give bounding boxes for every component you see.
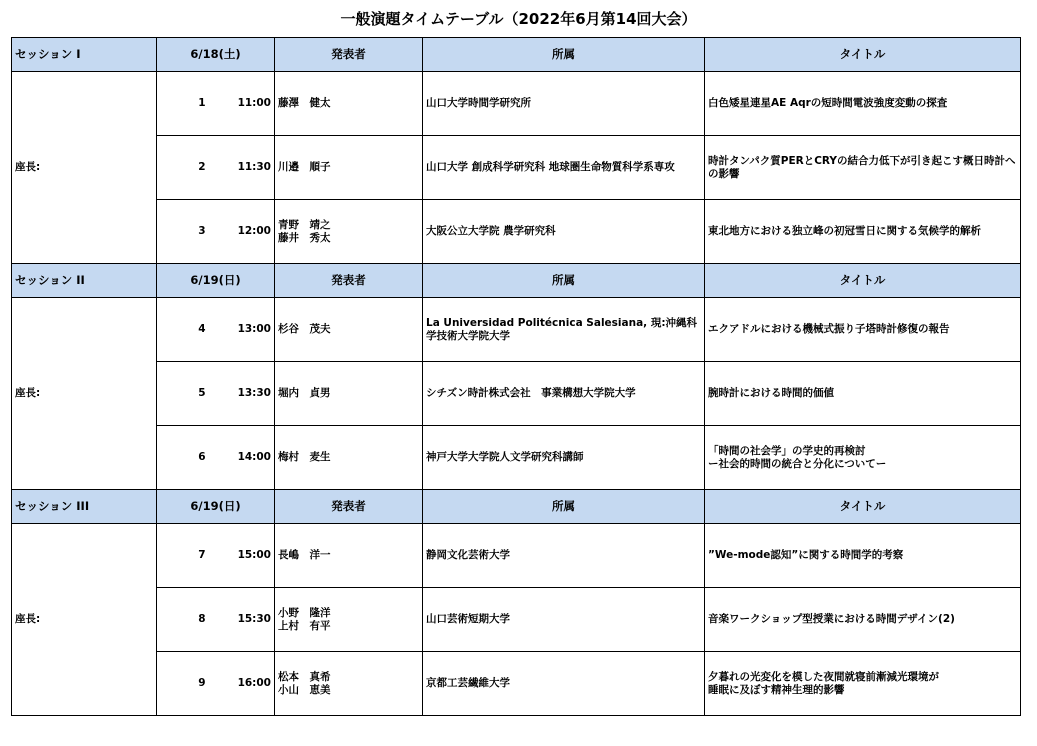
talk-presenters xyxy=(275,200,423,264)
session-header-row xyxy=(12,264,1021,298)
session-date: 6/19(日) xyxy=(157,490,275,524)
talk-affiliation: シチズン時計株式会社 事業構想大学院大学 xyxy=(423,362,705,426)
talk-affiliation: 山口芸術短期大学 xyxy=(423,588,705,652)
talk-number: 5 xyxy=(157,362,209,426)
talk-row xyxy=(12,298,1021,362)
talk-number: 3 xyxy=(157,200,209,264)
header-affiliation: 所属 xyxy=(423,490,705,524)
presenter-name: 梅村 麦生 xyxy=(278,451,331,464)
talk-title xyxy=(705,362,1021,426)
talk-row xyxy=(12,362,1021,426)
presenter-name: 藤澤 健太 xyxy=(278,97,331,110)
session-date: 6/18(土) xyxy=(157,38,275,72)
presenter-name: 藤井 秀太 xyxy=(278,231,331,244)
talk-title xyxy=(705,72,1021,136)
presenter-name: 長嶋 洋一 xyxy=(278,549,331,562)
chair-label: 座長: xyxy=(12,298,157,490)
talk-row xyxy=(12,426,1021,490)
title-line: 「時間の社会学」の学史的再検討 xyxy=(708,444,866,457)
timetable xyxy=(11,37,1021,716)
talk-number: 1 xyxy=(157,72,209,136)
talk-title xyxy=(705,298,1021,362)
session-name: セッション III xyxy=(12,490,157,524)
presenter-name: 青野 靖之 xyxy=(278,218,331,231)
talk-row xyxy=(12,136,1021,200)
talk-time: 13:00 xyxy=(209,298,275,362)
page-title: 一般演題タイムテーブル（2022年6月第14回大会） xyxy=(340,10,697,28)
title-line: ー社会的時間の統合と分化についてー xyxy=(708,457,887,470)
talk-title xyxy=(705,652,1021,716)
talk-affiliation: La Universidad Politécnica Salesiana, 現:沖縄科学技術大学院大学 xyxy=(423,298,705,362)
presenter-name: 杉谷 茂夫 xyxy=(278,323,331,336)
chair-label: 座長: xyxy=(12,72,157,264)
talk-time: 15:30 xyxy=(209,588,275,652)
talk-row xyxy=(12,588,1021,652)
title-line: 睡眠に及ぼす精神生理的影響 xyxy=(708,683,845,696)
talk-presenters xyxy=(275,72,423,136)
title-line: エクアドルにおける機械式振り子塔時計修復の報告 xyxy=(708,323,950,336)
title-line: ”We-mode認知”に関する時間学的考察 xyxy=(708,549,904,562)
talk-time: 11:00 xyxy=(209,72,275,136)
talk-row xyxy=(12,72,1021,136)
title-line: 腕時計における時間的価値 xyxy=(708,387,834,400)
header-affiliation: 所属 xyxy=(423,38,705,72)
title-line: 時計タンパク質PERとCRYの結合力低下が引き起こす概日時計への影響 xyxy=(708,154,1016,180)
talk-affiliation: 神戸大学大学院人文学研究科講師 xyxy=(423,426,705,490)
talk-presenters xyxy=(275,298,423,362)
talk-row xyxy=(12,200,1021,264)
talk-number: 6 xyxy=(157,426,209,490)
session-header-row xyxy=(12,38,1021,72)
talk-presenters xyxy=(275,652,423,716)
talk-presenters xyxy=(275,524,423,588)
presenter-name: 小野 隆洋 xyxy=(278,606,331,619)
talk-presenters xyxy=(275,426,423,490)
talk-number: 8 xyxy=(157,588,209,652)
talk-row xyxy=(12,524,1021,588)
talk-time: 12:00 xyxy=(209,200,275,264)
talk-number: 7 xyxy=(157,524,209,588)
header-presenter: 発表者 xyxy=(275,38,423,72)
talk-number: 4 xyxy=(157,298,209,362)
talk-time: 13:30 xyxy=(209,362,275,426)
talk-presenters xyxy=(275,362,423,426)
header-title: タイトル xyxy=(705,490,1021,524)
talk-number: 9 xyxy=(157,652,209,716)
header-presenter: 発表者 xyxy=(275,264,423,298)
talk-affiliation: 山口大学 創成科学研究科 地球圏生命物質科学系専攻 xyxy=(423,136,705,200)
talk-affiliation: 山口大学時間学研究所 xyxy=(423,72,705,136)
talk-time: 14:00 xyxy=(209,426,275,490)
header-title: タイトル xyxy=(705,38,1021,72)
presenter-name: 小山 恵美 xyxy=(278,683,331,696)
talk-time: 16:00 xyxy=(209,652,275,716)
presenter-name: 松本 真希 xyxy=(278,670,331,683)
talk-time: 15:00 xyxy=(209,524,275,588)
talk-title xyxy=(705,524,1021,588)
session-header-row xyxy=(12,490,1021,524)
talk-time: 11:30 xyxy=(209,136,275,200)
header-affiliation: 所属 xyxy=(423,264,705,298)
talk-affiliation: 静岡文化芸術大学 xyxy=(423,524,705,588)
talk-title xyxy=(705,426,1021,490)
session-name: セッション I xyxy=(12,38,157,72)
talk-title xyxy=(705,200,1021,264)
presenter-name: 堀内 貞男 xyxy=(278,387,331,400)
title-line: 夕暮れの光変化を模した夜間就寝前漸減光環境が xyxy=(708,670,939,683)
talk-affiliation: 京都工芸繊維大学 xyxy=(423,652,705,716)
talk-number: 2 xyxy=(157,136,209,200)
session-name: セッション II xyxy=(12,264,157,298)
talk-row xyxy=(12,652,1021,716)
header-title: タイトル xyxy=(705,264,1021,298)
session-date: 6/19(日) xyxy=(157,264,275,298)
presenter-name: 上村 有平 xyxy=(278,619,331,632)
talk-affiliation: 大阪公立大学院 農学研究科 xyxy=(423,200,705,264)
title-line: 音楽ワークショップ型授業における時間デザイン(2) xyxy=(708,613,955,626)
talk-presenters xyxy=(275,588,423,652)
talk-presenters xyxy=(275,136,423,200)
title-line: 東北地方における独立峰の初冠雪日に関する気候学的解析 xyxy=(708,225,981,238)
talk-title xyxy=(705,588,1021,652)
talk-title xyxy=(705,136,1021,200)
presenter-name: 川邉 順子 xyxy=(278,161,331,174)
title-line: 白色矮星連星AE Aqrの短時間電波強度変動の探査 xyxy=(708,97,948,110)
chair-label: 座長: xyxy=(12,524,157,716)
header-presenter: 発表者 xyxy=(275,490,423,524)
